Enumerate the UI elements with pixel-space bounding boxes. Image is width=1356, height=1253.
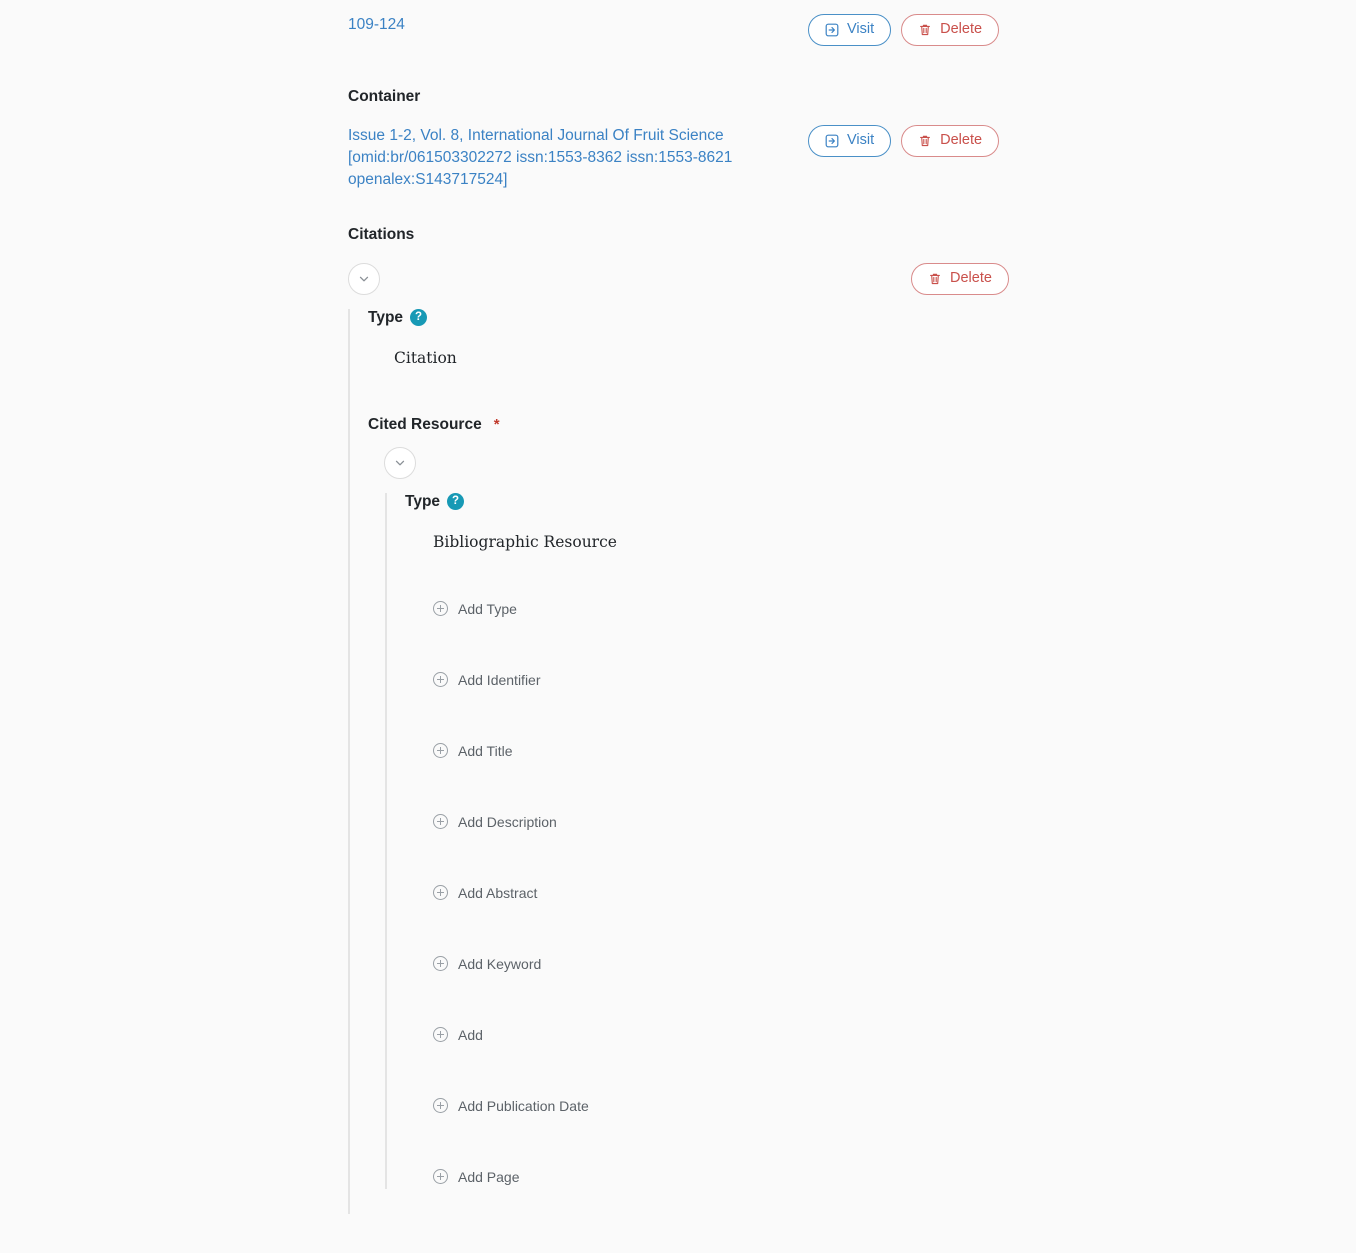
add-action-label: Add Type: [458, 600, 517, 617]
trash-icon: [918, 134, 932, 148]
add-action-label: Add Page: [458, 1168, 520, 1185]
container-value-cell: [348, 125, 808, 191]
container-row: [348, 125, 1356, 191]
cited-resource-label: Cited Resource: [368, 415, 482, 433]
add-page-action[interactable]: [433, 1165, 1356, 1189]
form-page: [0, 14, 1356, 1214]
add-actions-list: [433, 597, 1356, 1189]
add-action-label: Add Abstract: [458, 884, 538, 901]
container-section-label: Container: [348, 87, 421, 105]
delete-button[interactable]: [901, 14, 999, 46]
cited-resource-block: [385, 493, 1356, 1189]
visit-button-label: Visit: [847, 131, 875, 148]
plus-icon: [433, 743, 448, 758]
plus-icon: [433, 1169, 448, 1184]
add-type-action[interactable]: [433, 597, 1356, 621]
citation-block: [348, 309, 1356, 1214]
delete-button[interactable]: [911, 263, 1009, 295]
plus-icon: [433, 601, 448, 616]
add-title-action[interactable]: [433, 739, 1356, 763]
citation-type-label-group: [368, 309, 1356, 327]
pages-row: [348, 14, 1356, 46]
citations-section-label: Citations: [348, 225, 415, 243]
add-publication-date-action[interactable]: [433, 1094, 1356, 1118]
chevron-down-icon[interactable]: [348, 263, 380, 295]
pages-actions: [808, 14, 999, 46]
add-description-action[interactable]: [433, 810, 1356, 834]
plus-icon: [433, 672, 448, 687]
trash-icon: [928, 272, 942, 286]
citation-header-row: [348, 263, 1356, 295]
citation-type-label: Type: [368, 308, 404, 326]
pages-value-link[interactable]: 109-124: [348, 16, 405, 33]
pages-value-cell: [348, 14, 808, 36]
citation-collapse-cell: [348, 263, 911, 295]
required-indicator: *: [493, 416, 500, 434]
plus-icon: [433, 1027, 448, 1042]
add-identifier-action[interactable]: [433, 668, 1356, 692]
add-action-label: Add Title: [458, 742, 513, 759]
visit-button[interactable]: [808, 14, 891, 46]
help-icon[interactable]: ?: [410, 309, 427, 326]
help-icon[interactable]: ?: [447, 493, 464, 510]
add-action-label: Add Identifier: [458, 671, 541, 688]
external-link-icon: [825, 23, 839, 37]
delete-button-label: Delete: [950, 269, 992, 286]
container-actions: [808, 125, 999, 157]
add-action-label: Add Description: [458, 813, 557, 830]
add-keyword-action[interactable]: [433, 952, 1356, 976]
plus-icon: [433, 814, 448, 829]
citation-actions: [911, 263, 1009, 295]
container-value-link[interactable]: Issue 1-2, Vol. 8, International Journal Of Fruit Science [omid:br/061503302272 issn:1553-8362 issn:1553-8621 openalex:S143717524]: [348, 126, 733, 188]
plus-icon: [433, 885, 448, 900]
citation-type-value: Citation: [394, 348, 457, 367]
delete-button-label: Delete: [940, 21, 983, 37]
chevron-down-icon[interactable]: [384, 447, 416, 479]
add-abstract-action[interactable]: [433, 881, 1356, 905]
plus-icon: [433, 1098, 448, 1113]
trash-icon: [918, 23, 932, 37]
delete-button-label: Delete: [940, 131, 983, 148]
visit-button-label: Visit: [847, 21, 875, 37]
cited-resource-type-label: Type: [405, 492, 441, 510]
visit-button[interactable]: [808, 125, 891, 157]
add-action-label: Add: [458, 1026, 483, 1043]
cited-resource-label-group: [368, 416, 1356, 434]
add-action[interactable]: [433, 1023, 1356, 1047]
cited-resource-collapse-cell: [384, 447, 1356, 479]
add-action-label: Add Keyword: [458, 955, 542, 972]
external-link-icon: [825, 134, 839, 148]
delete-button[interactable]: [901, 125, 999, 157]
cited-resource-type-value: Bibliographic Resource: [433, 532, 617, 551]
add-action-label: Add Publication Date: [458, 1097, 589, 1114]
plus-icon: [433, 956, 448, 971]
cited-resource-type-label-group: [405, 493, 1356, 511]
